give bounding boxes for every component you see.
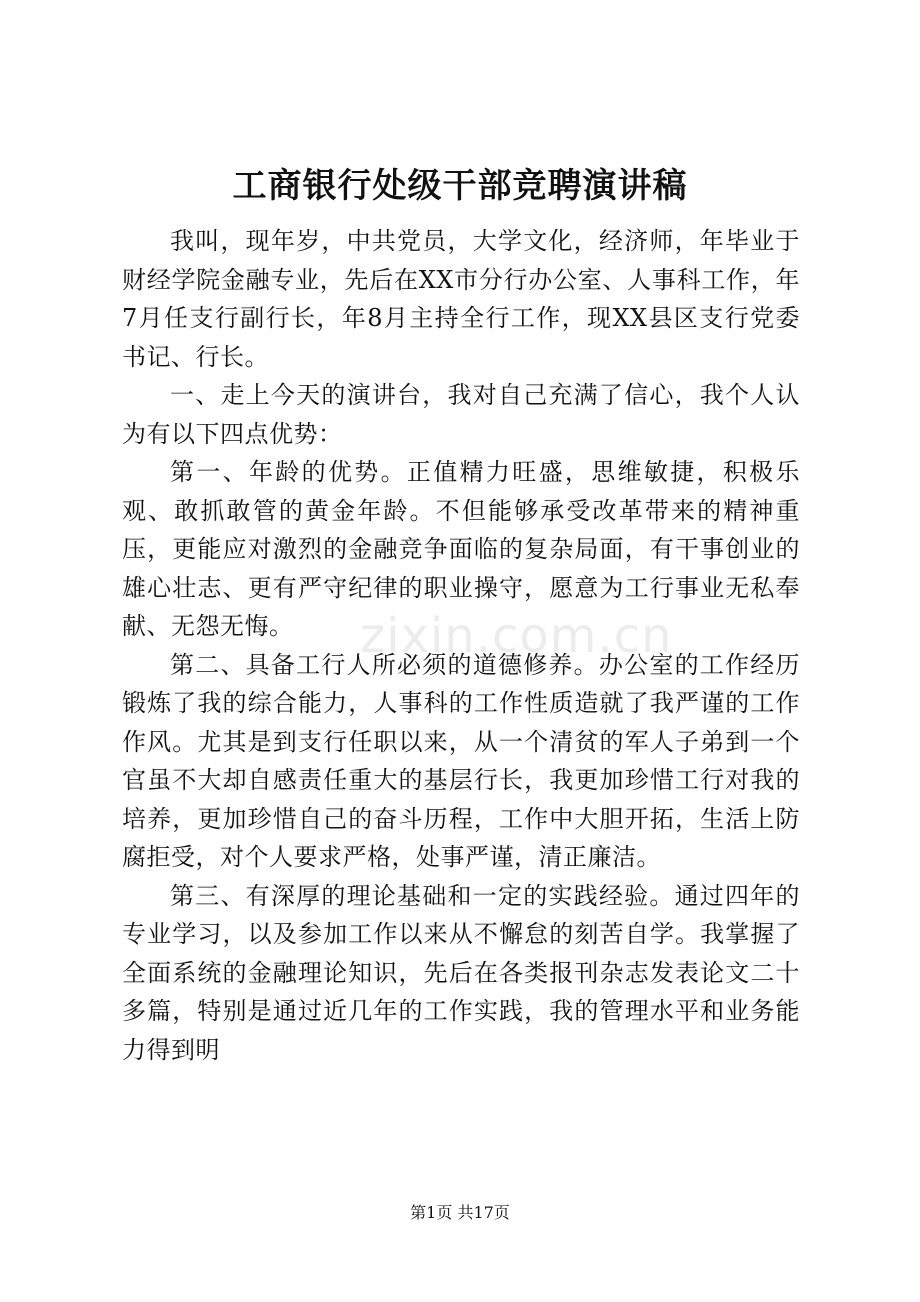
document-title: 工商银行处级干部竞聘演讲稿 xyxy=(232,166,688,206)
watermark: zixin.com.cn xyxy=(360,608,673,664)
paragraph-third-advantage: 第三、有深厚的理论基础和一定的实践经验。通过四年的专业学习，以及参加工作以来从不懈怠的刻苦自学。我掌握了全面系统的金融理论知识，先后在各类报刊杂志发表论文二十多篇，特别是通过近几年的工作实践，我的管理水平和业务能力得到明 xyxy=(122,881,800,1064)
paragraph-first-advantage: 第一、年龄的优势。正值精力旺盛，思维敏捷，积极乐观、敢抓敢管的黄金年龄。不但能够承受改革带来的精神重压，更能应对激烈的金融竞争面临的复杂局面，有干事创业的雄心壮志、更有严守纪律的职业操守，愿意为工行事业无私奉献、无怨无悔。 xyxy=(122,458,800,640)
document-body xyxy=(122,222,800,1069)
paragraph-advantages-intro: 一、走上今天的演讲台，我对自己充满了信心，我个人认为有以下四点优势： xyxy=(122,381,800,448)
page-footer: 第1页 共17页 xyxy=(410,1203,510,1222)
paragraph-second-advantage: 第二、具备工行人所必须的道德修养。办公室的工作经历锻炼了我的综合能力，人事科的工作性质造就了我严谨的工作作风。尤其是到支行任职以来，从一个清贫的军人子弟到一个官虽不大却自感责任重大的基层行长，我更加珍惜工行对我的培养，更加珍惜自己的奋斗历程，工作中大胆开拓，生活上防腐拒受，对个人要求严格，处事严谨，清正廉洁。 xyxy=(122,650,800,871)
paragraph-intro: 我叫，现年岁，中共党员，大学文化，经济师，年毕业于财经学院金融专业，先后在XX市分行办公室、人事科工作，年7月任支行副行长，年8月主持全行工作，现XX县区支行党委书记、行长。 xyxy=(122,227,800,371)
